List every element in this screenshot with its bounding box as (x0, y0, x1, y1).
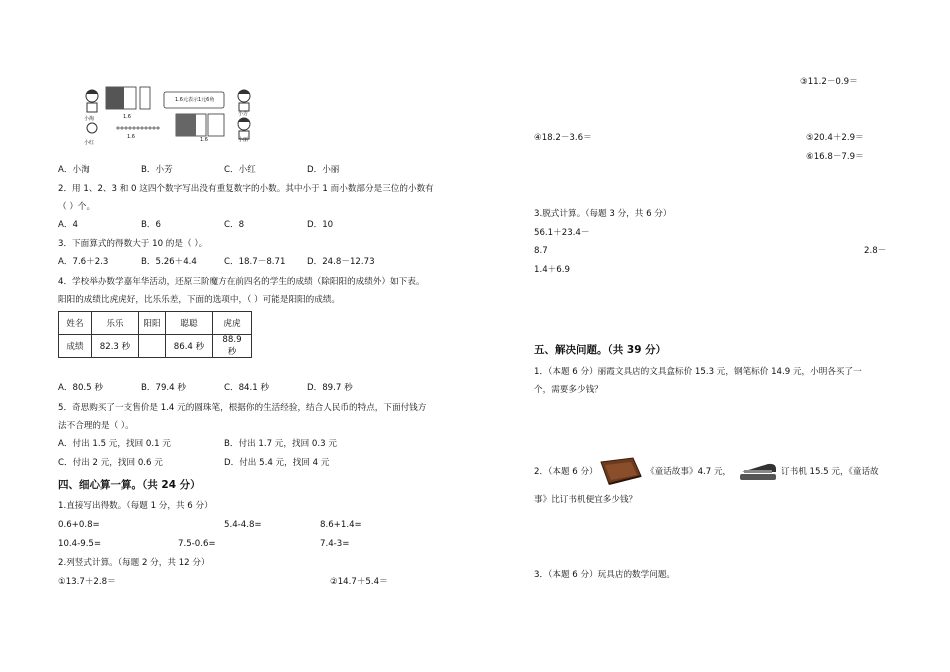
q2-text-line1: 2．用 1、2、3 和 0 这四个数字写出没有重复数字的小数。其中小于 1 而小数部分是三位的小数有 (58, 184, 434, 194)
problem-2-part2: 《童话故事》4.7 元， (646, 467, 732, 477)
q1-option-b: B．小芳 (141, 165, 173, 175)
score-table (58, 311, 252, 358)
vertical-calc-2: ②14.7＋5.4＝ (330, 577, 388, 587)
table-cell: 成绩 (59, 335, 92, 358)
q3-text: 3．下面算式的得数大于 10 的是（ ）。 (58, 239, 208, 249)
vertical-calc-1: ①13.7＋2.8＝ (58, 577, 116, 587)
label-xiaotao: 小淘 (84, 116, 95, 122)
table-row (59, 335, 252, 358)
table-cell: 88.9 秒 (213, 335, 252, 358)
q4-option-d: D．89.7 秒 (307, 383, 353, 393)
section-5-title: 五、解决问题。（共 39 分） (534, 344, 667, 356)
vertical-calc-4: ④18.2－3.6＝ (534, 133, 592, 143)
table-row (59, 312, 252, 335)
q4-text-line2: 阳阳的成绩比虎虎好，比乐乐差，下面的选项中，（ ）可能是阳阳的成绩。 (58, 295, 341, 305)
q2-option-d: D．10 (307, 220, 334, 230)
q3-option-a: A．7.6＋2.3 (58, 257, 109, 267)
q2-option-b: B．6 (141, 220, 161, 230)
problem-2-part1: 2．（本题 6 分） (534, 467, 598, 477)
q4-option-a: A．80.5 秒 (58, 383, 103, 393)
table-header: 聪聪 (166, 312, 213, 335)
expression-1: 56.1＋23.4－ (534, 228, 590, 238)
expression-3: 1.4＋6.9 (534, 265, 570, 275)
table-header: 阳阳 (139, 312, 166, 335)
figure-number-1: 1.6 (123, 114, 131, 120)
table-cell: 86.4 秒 (166, 335, 213, 358)
book-icon (597, 456, 643, 486)
table-cell (139, 335, 166, 358)
q4-option-c: C．84.1 秒 (224, 383, 270, 393)
table-cell: 82.3 秒 (92, 335, 139, 358)
label-xiaohong: 小红 (84, 140, 95, 146)
calc-item: 8.6+1.4= (320, 520, 362, 530)
speech-bubble-text: 1.6元表示1元6角 (175, 97, 215, 103)
table-header: 虎虎 (213, 312, 252, 335)
kid-xiaotao-icon (86, 90, 98, 112)
q3-option-d: D．24.8－12.73 (307, 257, 375, 267)
q3-option-b: B．5.26＋4.4 (141, 257, 197, 267)
table-header: 姓名 (59, 312, 92, 335)
label-xiaoli: 小丽 (238, 137, 249, 143)
q5-option-a: A．付出 1.5 元，找回 0.1 元 (58, 439, 171, 449)
problem-3: 3．（本题 6 分）玩具店的数学问题。 (534, 570, 676, 580)
q4-option-b: B．79.4 秒 (141, 383, 186, 393)
problem-2-part3: 订书机 15.5 元，《童话故 (781, 467, 879, 477)
problem-2-line2: 事》比订书机便宜多少钱？ (534, 495, 638, 505)
q5-text-line1: 5．奇思购买了一支售价是 1.4 元的圆珠笔，根据你的生活经验，结合人民币的特点，下面付钱方 (58, 403, 427, 413)
q2-option-c: C．8 (224, 220, 245, 230)
expression-2a: 8.7 (534, 246, 548, 256)
q1-option-d: D．小丽 (307, 165, 340, 175)
section-4-title: 四、细心算一算。（共 24 分） (58, 479, 201, 491)
q3-option-c: C．18.7－8.71 (224, 257, 286, 267)
figure-number-3: 1.6 (200, 137, 208, 143)
calc-item: 10.4-9.5= (58, 539, 102, 549)
calc-item: 7.4-3= (320, 539, 350, 549)
q2-option-a: A．4 (58, 220, 78, 230)
section-4-part3: 3.脱式计算。（每题 3 分，共 6 分） (534, 209, 672, 219)
calc-item: 0.6+0.8= (58, 520, 100, 530)
money-illustration (80, 84, 260, 150)
section-4-part1: 1.直接写出得数。（每题 1 分，共 6 分） (58, 501, 213, 511)
vertical-calc-6: ⑥16.8－7.9＝ (806, 152, 864, 162)
q5-text-line2: 法不合理的是（ ）。 (58, 421, 134, 431)
vertical-calc-3: ③11.2－0.9＝ (800, 77, 858, 87)
label-xiaofang: 小芳 (238, 111, 249, 117)
q5-option-c: C．付出 2 元，找回 0.6 元 (58, 458, 163, 468)
vertical-calc-5: ⑤20.4＋2.9＝ (806, 133, 864, 143)
stapler-icon (738, 460, 778, 482)
q5-option-b: B．付出 1.7 元，找回 0.3 元 (224, 439, 337, 449)
expression-2b: 2.8－ (864, 246, 887, 256)
q2-text-line2: （ ）个。 (58, 202, 96, 212)
problem-1-line1: 1．（本题 6 分）丽霞文具店的文具盒标价 15.3 元，钢笔标价 14.9 元，小明各买了一 (534, 367, 862, 377)
q4-text-line1: 4．学校举办数学嘉年华活动，还原三阶魔方在前四名的学生的成绩（除阳阳的成绩外）如下表。 (58, 277, 425, 287)
calc-item: 7.5-0.6= (178, 539, 216, 549)
q5-option-d: D．付出 5.4 元，找回 4 元 (224, 458, 330, 468)
problem-1-line2: 个，需要多少钱？ (534, 385, 603, 395)
figure-number-2: 1.6 (127, 134, 135, 140)
table-header: 乐乐 (92, 312, 139, 335)
section-4-part2: 2.列竖式计算。（每题 2 分，共 12 分） (58, 558, 210, 568)
q1-option-a: A．小淘 (58, 165, 90, 175)
calc-item: 5.4-4.8= (224, 520, 262, 530)
q1-option-c: C．小红 (224, 165, 256, 175)
